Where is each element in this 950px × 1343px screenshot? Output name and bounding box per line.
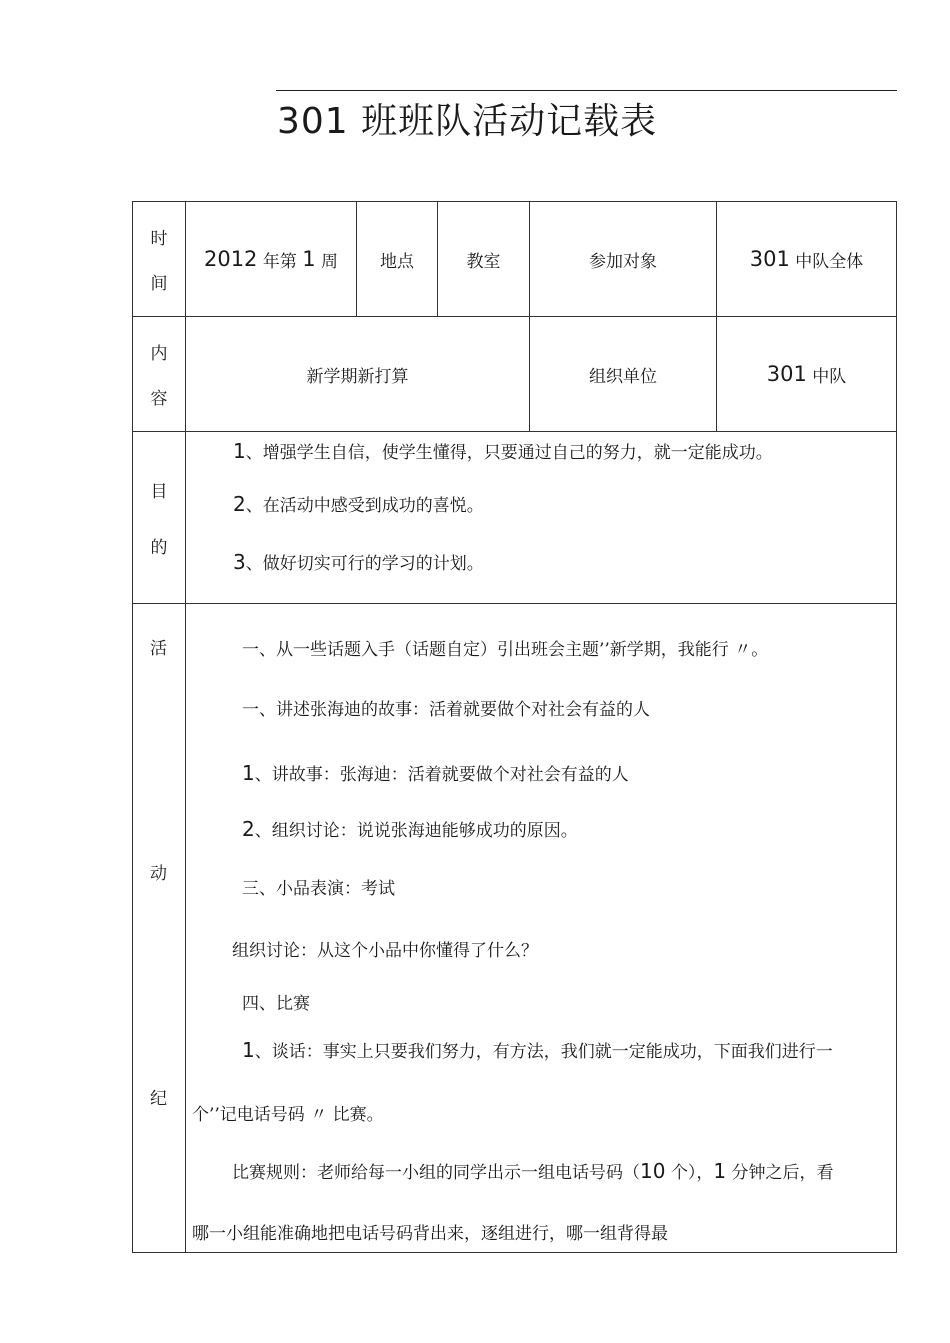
place-value: 教室 [466,251,501,272]
activity-line: 三、小品表演：考试 [242,879,395,899]
activity-label-char-2: 动 [150,864,167,884]
content-value: 新学期新打算 [306,366,409,387]
content-label-cell [133,317,186,432]
purpose-label-char-1: 目 [150,482,168,503]
purpose-label-cell [133,432,186,604]
activity-line: 1、讲故事：张海迪：活着就要做个对社会有益的人 [242,761,629,785]
activity-line: 1、谈话：事实上只要我们努力，有方法，我们就一定能成功，下面我们进行一 [242,1038,833,1062]
page-title: 301 班班队活动记载表 [277,101,658,142]
purpose-item: 2、在活动中感受到成功的喜悦。 [233,492,484,516]
record-table [132,201,897,1253]
time-label-char-2: 间 [150,274,168,294]
activity-label-char-3: 纪 [150,1089,167,1109]
activity-line: 2、组织讨论：说说张海迪能够成功的原因。 [242,817,578,841]
participants-text: 中队全体 [789,251,864,272]
activity-line: 一、讲述张海迪的故事：活着就要做个对社会有益的人 [242,700,650,720]
place-value-cell [438,202,530,317]
activity-line: 比赛规则：老师给每一小组的同学出示一组电话号码（10 个），1 分钟之后，看 [232,1159,834,1183]
participants-label: 参加对象 [589,251,657,272]
time-value-cell [186,202,357,317]
activity-label-char-1: 活 [150,639,167,659]
participants-num: 301 [749,247,790,271]
org-label: 组织单位 [589,366,657,387]
content-label-char-1: 内 [150,344,168,364]
org-label-cell [530,317,717,432]
org-value-cell [717,317,896,432]
time-week: 1 [302,247,316,271]
purpose-label-char-2: 的 [150,537,168,558]
purpose-body-cell [186,432,896,604]
activity-line: 哪一小组能准确地把电话号码背出来，逐组进行，哪一组背得最 [192,1224,668,1244]
purpose-item: 3、做好切实可行的学习的计划。 [233,550,484,574]
org-num: 301 [766,362,807,386]
place-label-cell [357,202,438,317]
participants-label-cell [530,202,717,317]
activity-line: 个’’记电话号码 〃 比赛。 [192,1105,384,1125]
time-year: 2012 [203,247,258,271]
purpose-item: 1、增强学生自信，使学生懂得，只要通过自己的努力，就一定能成功。 [233,439,773,463]
header-rule [276,90,897,91]
activity-line: 四、比赛 [242,994,310,1014]
time-end: 周 [315,251,339,272]
place-label: 地点 [380,251,414,272]
org-text: 中队 [806,366,847,387]
participants-value-cell [717,202,896,317]
content-value-cell [186,317,530,432]
activity-label-cell [133,604,186,1252]
content-label-char-2: 容 [150,389,168,409]
time-label-char-1: 时 [150,229,168,249]
time-mid: 年第 [257,251,303,272]
time-label-cell [133,202,186,317]
activity-line: 一、从一些话题入手（话题自定）引出班会主题’’新学期，我能行 〃。 [242,640,769,660]
activity-line: 组织讨论：从这个小品中你懂得了什么？ [232,941,538,961]
activity-body-cell [186,604,896,1252]
